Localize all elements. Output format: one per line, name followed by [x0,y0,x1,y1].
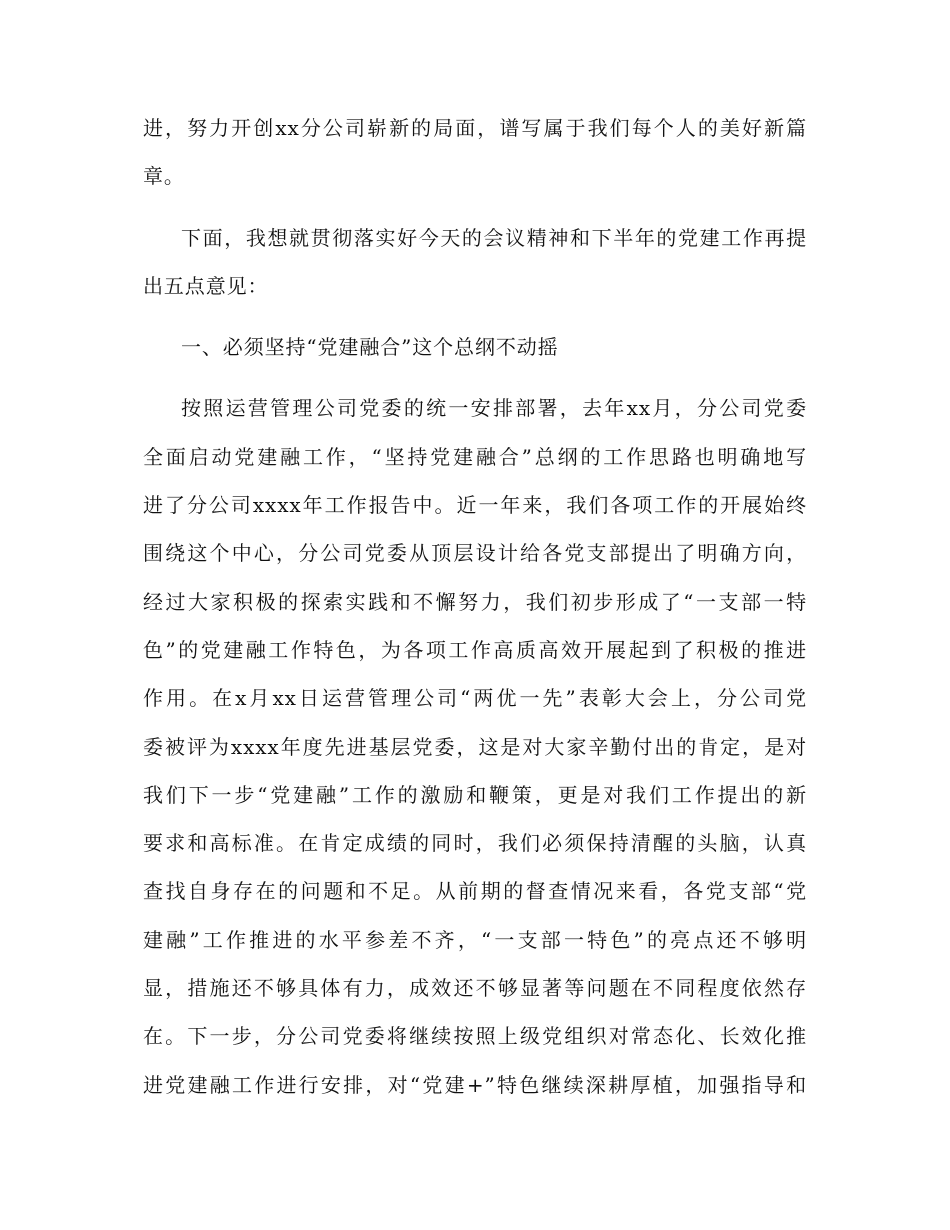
text-line: 我们下一步“党建融”工作的激励和鞭策，更是对我们工作提出的新 [143,782,807,807]
text-line: 按照运营管理公司党委的统一安排部署，去年xx月，分公司党委 [181,396,807,421]
text-line: 进，努力开创xx分公司崭新的局面，谱写属于我们每个人的美好新篇 [143,116,807,140]
text-line: 全面启动党建融工作，“坚持党建融合”总纲的工作思路也明确地写 [143,444,807,469]
text-line: 下面，我想就贯彻落实好今天的会议精神和下半年的党建工作再提 [181,225,807,250]
paragraph [143,104,807,201]
heading-line: 一、必须坚持“党建融合”这个总纲不动摇 [181,335,559,360]
text-line: 出五点意见： [143,273,269,298]
paragraph [143,214,807,311]
text-line: 建融”工作推进的水平参差不齐，“一支部一特色”的亮点还不够明 [143,927,807,952]
text-line: 要求和高标准。在肯定成绩的同时，我们必须保持清醒的头脑，认真 [143,831,807,856]
section-heading [143,323,807,371]
text-line: 经过大家积极的探索实践和不懈努力，我们初步形成了“一支部一特 [143,589,807,614]
text-line: 进党建融工作进行安排，对“党建+”特色继续深耕厚植，加强指导和 [143,1072,807,1097]
text-line: 进了分公司xxxx年工作报告中。近一年来，我们各项工作的开展始终 [143,493,807,518]
text-line: 作用。在x月xx日运营管理公司“两优一先”表彰大会上，分公司党 [143,686,807,711]
document-body [143,104,807,1109]
text-line: 委被评为xxxx年度先进基层党委，这是对大家辛勤付出的肯定，是对 [143,734,807,759]
text-line: 查找自身存在的问题和不足。从前期的督查情况来看，各党支部“党 [143,879,807,904]
text-line: 在。下一步，分公司党委将继续按照上级党组织对常态化、长效化推 [143,1024,807,1049]
paragraph [143,384,807,1108]
text-line: 显，措施还不够具体有力，成效还不够显著等问题在不同程度依然存 [143,976,807,1001]
text-line: 色”的党建融工作特色，为各项工作高质高效开展起到了积极的推进 [143,637,807,662]
text-line: 章。 [143,164,185,189]
text-line: 围绕这个中心，分公司党委从顶层设计给各党支部提出了明确方向， [143,541,807,566]
